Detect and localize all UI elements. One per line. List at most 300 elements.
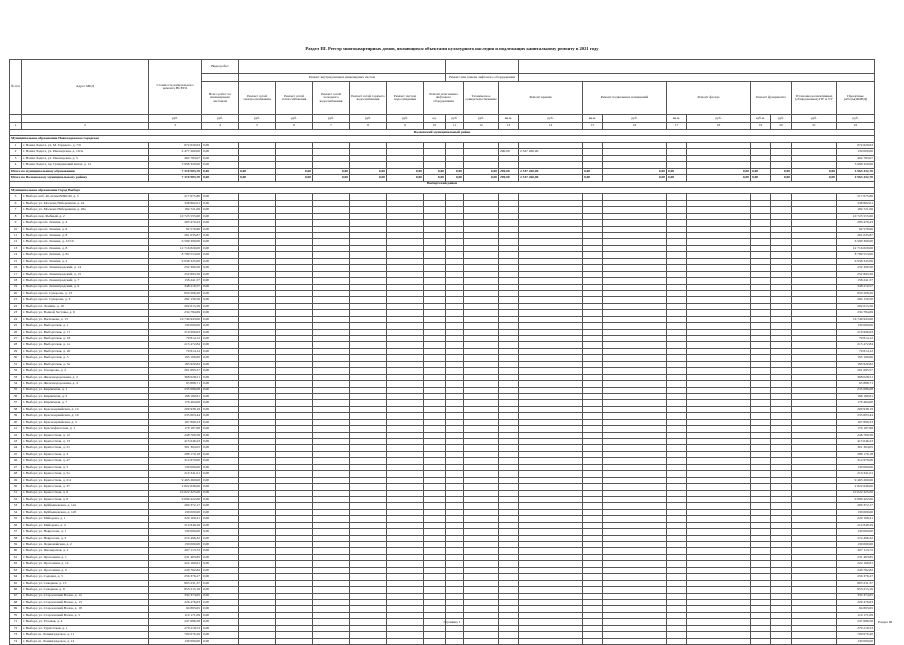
header-c9: Ремонт систем водоотведения: [387, 82, 424, 115]
mkd-register-table: [9, 59, 875, 645]
table-cell: 3 698 320,00: [149, 162, 202, 168]
table-cell: г. Новая Ладога, ул. М. Горького, д. 7/9: [22, 142, 149, 148]
table-cell: 0,00: [751, 175, 771, 181]
table-cell: 274 496,32: [149, 535, 202, 541]
table-cell: 850 208,20: [149, 290, 202, 296]
table-cell: г. Новая Ладога, ул. Пионерская, д. 5: [22, 155, 149, 161]
table-cell: 0,00: [202, 612, 239, 618]
table-cell: г. Выборг, наб. 40-летия ВЛКСМ, д. 5: [22, 194, 149, 200]
table-cell: 214 849,29: [837, 522, 875, 528]
table-cell: 288 170,18: [837, 451, 875, 457]
column-number-cell: 1: [10, 122, 22, 130]
table-cell: 202 615,56: [149, 303, 202, 309]
table-cell: 31: [10, 361, 22, 367]
header-cost: Стоимость капитального ремонта ВСЕГО: [149, 60, 202, 115]
table-cell: 219 996,63: [837, 329, 875, 335]
table-cell: 290,00: [499, 168, 519, 174]
table-cell: 0,00: [202, 258, 239, 264]
table-cell: 0,00: [202, 323, 239, 329]
table-cell: 0,00: [202, 310, 239, 316]
table-cell: 0,00: [792, 175, 837, 181]
table-cell: 270 218,53: [837, 625, 875, 631]
table-cell: г. Выборг, ул. Прогонная, д. 6: [22, 567, 149, 573]
table-cell: г. Выборг, ул. Выборгская, д. 5а: [22, 361, 149, 367]
table-cell: [464, 638, 499, 644]
header-c7: Ремонт сетей холодного водоснабжения: [313, 82, 350, 115]
table-cell: 55: [10, 516, 22, 522]
table-cell: 290,00: [499, 149, 519, 155]
municipality-row-label: Муниципальное образование Город Выборг: [10, 187, 875, 193]
table-cell: г. Выборг, ул. Прогонная, д. 14: [22, 561, 149, 567]
table-cell: 0,00: [667, 175, 687, 181]
table-cell: 248 709,58: [837, 432, 875, 438]
table-cell: 0,00: [583, 175, 603, 181]
table-cell: 235 086,08: [149, 387, 202, 393]
unit-cell: руб.: [519, 115, 583, 123]
table-cell: г. Новая Ладога, ул. Пионерская, д. 10/А: [22, 149, 149, 155]
table-cell: г. Выборг, ул. Выборгская, д. 1а: [22, 342, 149, 348]
table-cell: 0,00: [583, 168, 603, 174]
table-cell: 2 347 260,00: [519, 168, 583, 174]
table-cell: 282 150,56: [837, 297, 875, 303]
table-cell: г. Выборг, ул. Староовский Валок, д. 18: [22, 606, 149, 612]
table-cell: 226 476,63: [837, 599, 875, 605]
table-cell: г. Выборг, ул. Крепостная, д. 12: [22, 432, 149, 438]
table-cell: 63: [10, 567, 22, 573]
table-cell: 217 675,80: [837, 194, 875, 200]
unit-cell: руб.: [350, 115, 387, 123]
unit-cell: кв.м.: [499, 115, 519, 123]
table-cell: г. Выборг, ул. Крепостная, д. 3: [22, 451, 149, 457]
table-row: [10, 638, 875, 644]
table-cell: 4: [10, 162, 22, 168]
header-c15: Ремонт подвальных помещений: [583, 82, 667, 115]
table-cell: 0,00: [202, 393, 239, 399]
table-cell: 130 000,00: [837, 542, 875, 548]
table-cell: 20: [10, 290, 22, 296]
table-cell: 853 215,16: [837, 587, 875, 593]
unit-cell: [22, 115, 149, 123]
table-cell: 0,00: [202, 368, 239, 374]
table-cell: 0,00: [202, 297, 239, 303]
table-cell: 301 304,05: [149, 445, 202, 451]
table-cell: 0,00: [792, 168, 837, 174]
table-cell: 0,00: [202, 554, 239, 560]
table-cell: 0,00: [202, 574, 239, 580]
table-cell: [499, 638, 519, 644]
header-c19: Ремонт фундамента: [751, 82, 792, 115]
table-cell: 0,00: [202, 194, 239, 200]
table-cell: 130 000,00: [837, 638, 875, 644]
table-cell: 215 472,84: [837, 342, 875, 348]
table-cell: 290,00: [499, 175, 519, 181]
header-c8: Ремонт сетей горячего водоснабжения: [350, 82, 387, 115]
table-cell: 195 106,60: [837, 355, 875, 361]
table-cell: г. Выборг, ул. Северная, д. 8: [22, 587, 149, 593]
table-cell: г. Выборг, просп. Суворова, д. 13: [22, 290, 149, 296]
table-cell: 256 376,27: [837, 574, 875, 580]
table-cell: [239, 638, 276, 644]
table-cell: 0,00: [202, 413, 239, 419]
table-cell: г. Выборг, ш. Ленинградское, д. 12: [22, 638, 149, 644]
table-cell: 0,00: [202, 155, 239, 161]
column-number-cell: 17: [667, 122, 687, 130]
header-c21: Установка коллективных (общедомовых) ПУ и УУ: [792, 82, 837, 115]
table-cell: 24: [10, 316, 22, 322]
table-cell: 7 310 983,70: [149, 175, 202, 181]
table-cell: 110 171,09: [837, 612, 875, 618]
column-number-cell: 3: [149, 122, 202, 130]
table-cell: 13: [10, 245, 22, 251]
header-c6: Ремонт сетей теплоснабжения: [276, 82, 313, 115]
table-cell: г. Выборг, пер. Рыбный, д. 2: [22, 213, 149, 219]
table-cell: 79 814,12: [149, 336, 202, 342]
unit-cell: ед.: [424, 115, 446, 123]
table-cell: 0,00: [387, 175, 424, 181]
column-number-cell: 4: [202, 122, 239, 130]
table-cell: 38: [10, 406, 22, 412]
table-cell: 26: [10, 329, 22, 335]
table-cell: 0,00: [202, 496, 239, 502]
table-cell: 130 000,00: [837, 529, 875, 535]
table-cell: 0,00: [202, 535, 239, 541]
unit-cell: руб.: [202, 115, 239, 123]
table-cell: г. Выборг, ул. Выборгская, д. 5: [22, 355, 149, 361]
table-cell: 0,00: [350, 168, 387, 174]
table-cell: 0,00: [446, 175, 464, 181]
table-cell: 314 970,00: [837, 458, 875, 464]
table-cell: 0,00: [202, 175, 239, 181]
table-cell: 0,00: [751, 168, 771, 174]
table-cell: 43: [10, 439, 22, 445]
table-cell: 9 465 260,00: [149, 477, 202, 483]
table-body: [10, 60, 875, 645]
table-cell: 261 035,87: [837, 233, 875, 239]
column-number-row: [10, 122, 875, 130]
table-cell: 36: [10, 393, 22, 399]
table-cell: г. Выборг, ул. Крепостная, д. 37: [22, 484, 149, 490]
table-cell: 0,00: [202, 638, 239, 644]
page-title: Раздел III. Реестр многоквартирных домов, являющихся объектами культурного наследия и подлежащих капитальному ремонту в 2021 году: [305, 46, 599, 51]
table-cell: 39: [10, 413, 22, 419]
table-cell: 0,00: [202, 355, 239, 361]
table-cell: 0,00: [202, 284, 239, 290]
table-cell: 260 372,17: [837, 503, 875, 509]
table-cell: 0,00: [202, 593, 239, 599]
table-cell: 0,00: [202, 336, 239, 342]
table-cell: г. Выборг, ул. Гончарова, д. 2: [22, 368, 149, 374]
table-cell: 850 208,20: [837, 290, 875, 296]
table-cell: 672 620,63: [837, 142, 875, 148]
table-cell: 0,00: [202, 278, 239, 284]
table-cell: 10 725 555,00: [837, 213, 875, 219]
table-cell: г. Выборг, просп. Ленина, д. 8а: [22, 252, 149, 258]
table-cell: 54: [10, 509, 22, 515]
table-cell: 0,00: [202, 458, 239, 464]
table-cell: 0,00: [202, 451, 239, 457]
table-cell: 282 150,56: [149, 297, 202, 303]
unit-cell: руб.: [387, 115, 424, 123]
table-cell: 348 862,01: [837, 200, 875, 206]
column-number-cell: 14: [519, 122, 583, 130]
table-cell: 6 599 399,00: [149, 239, 202, 245]
table-cell: 0,00: [202, 522, 239, 528]
header-c12: Техническое освидетельствование: [464, 82, 499, 115]
table-cell: 220 109,41: [837, 516, 875, 522]
table-cell: 256 376,27: [149, 574, 202, 580]
table-cell: 334 374,65: [837, 593, 875, 599]
table-cell: 235 086,08: [837, 387, 875, 393]
table-cell: 9 465 260,00: [837, 477, 875, 483]
table-cell: 195 106,60: [149, 355, 202, 361]
table-cell: 22: [10, 303, 22, 309]
table-cell: 0,00: [202, 239, 239, 245]
table-cell: 58: [10, 535, 22, 541]
table-cell: 0,00: [387, 168, 424, 174]
table-cell: 283 479,43: [149, 220, 202, 226]
table-cell: 231 463,85: [149, 554, 202, 560]
table-cell: 261 035,87: [149, 233, 202, 239]
table-cell: 0,00: [202, 290, 239, 296]
table-cell: 0,00: [202, 426, 239, 432]
table-cell: 270 218,53: [149, 625, 202, 631]
table-cell: г. Выборг, ул. Выборгская, д. 17: [22, 329, 149, 335]
header-c22: Проектные работы(ФОНД): [837, 82, 875, 115]
table-cell: 184 721,06: [149, 207, 202, 213]
table-cell: 709 670,26: [149, 632, 202, 638]
unit-cell: руб.: [771, 115, 792, 123]
table-cell: 10 725 555,00: [149, 213, 202, 219]
unit-cell: кв.м.: [583, 115, 603, 123]
table-cell: г. Выборг, просп. Ленинградский, д. 15: [22, 271, 149, 277]
table-cell: 368 028,51: [149, 374, 202, 380]
table-cell: 0,00: [202, 303, 239, 309]
table-cell: г. Выборг, просп. Ленина, д. 8: [22, 245, 149, 251]
column-number-cell: 22: [837, 122, 875, 130]
table-cell: 61: [10, 554, 22, 560]
table-cell: 248 709,58: [149, 432, 202, 438]
table-cell: 0,00: [202, 542, 239, 548]
table-cell: 67: [10, 593, 22, 599]
table-cell: 0,00: [202, 207, 239, 213]
table-cell: г. Выборг, просп. Ленина, д. 6: [22, 226, 149, 232]
table-cell: 198 180,81: [837, 393, 875, 399]
table-cell: [313, 638, 350, 644]
table-cell: 46: [10, 458, 22, 464]
table-cell: г. Выборг, просп. Ленина, д. 12/10: [22, 239, 149, 245]
table-cell: 803 231,37: [149, 580, 202, 586]
table-cell: 17: [10, 271, 22, 277]
header-row: [10, 60, 875, 74]
table-cell: 207 113,72: [837, 548, 875, 554]
table-cell: 33: [10, 374, 22, 380]
table-cell: 334 374,65: [149, 593, 202, 599]
table-cell: г. Выборг, ул. Железнодорожная, д. 4: [22, 381, 149, 387]
table-cell: 9 099 422,00: [837, 496, 875, 502]
table-cell: 0,00: [313, 175, 350, 181]
table-cell: 8 789 553,00: [837, 252, 875, 258]
table-cell: 0,00: [202, 619, 239, 625]
column-number-cell: 10: [424, 122, 446, 130]
table-cell: 1: [10, 142, 22, 148]
table-cell: 21: [10, 297, 22, 303]
unit-cell: руб.: [313, 115, 350, 123]
table-cell: 130 000,00: [837, 149, 875, 155]
table-cell: 10: [10, 226, 22, 232]
table-cell: 8: [10, 213, 22, 219]
table-cell: г. Выборг, просп. Ленинградский, д. 14: [22, 265, 149, 271]
table-cell: 0,00: [464, 175, 499, 181]
table-cell: 179 187,68: [837, 426, 875, 432]
table-cell: 0,00: [202, 142, 239, 148]
table-cell: 12 716 820,00: [149, 245, 202, 251]
unit-cell: куб.м.: [751, 115, 771, 123]
table-cell: 283 479,43: [837, 220, 875, 226]
table-cell: 0,00: [202, 149, 239, 155]
table-cell: 240 792,82: [837, 567, 875, 573]
section-mark: Раздел III: [878, 620, 893, 624]
table-cell: 274 496,32: [837, 535, 875, 541]
table-cell: 35: [10, 387, 22, 393]
table-cell: 79 814,12: [149, 348, 202, 354]
table-cell: 72: [10, 625, 22, 631]
table-cell: 415 046,23: [837, 439, 875, 445]
unit-cell: руб.: [837, 115, 875, 123]
table-cell: 0,00: [202, 490, 239, 496]
table-cell: г. Выборг, ул. Староовский Валок, д. 5: [22, 612, 149, 618]
table-cell: 209 938,19: [837, 406, 875, 412]
units-row: [10, 115, 875, 123]
table-cell: 183 920,82: [837, 361, 875, 367]
unit-cell: руб.: [687, 115, 751, 123]
table-cell: 71: [10, 619, 22, 625]
table-cell: 130 000,00: [149, 542, 202, 548]
table-cell: 235 003,44: [149, 413, 202, 419]
table-cell: 0,00: [771, 175, 792, 181]
table-cell: 130 000,00: [837, 464, 875, 470]
table-cell: 0,00: [313, 168, 350, 174]
header-c5: Ремонт сетей электроснабжения: [239, 82, 276, 115]
table-cell: 2 347 260,00: [519, 175, 583, 181]
table-cell: 0,00: [202, 484, 239, 490]
table-cell: г. Выборг, ул. Крепостная, д. 2/4: [22, 477, 149, 483]
table-cell: 0,00: [202, 406, 239, 412]
column-number-cell: 7: [313, 122, 350, 130]
municipality-row-label: Муниципальное образование Новоладожское городское: [10, 136, 875, 142]
table-cell: г. Выборг, ул. Красноармейская, д. 5: [22, 419, 149, 425]
table-cell: г. Выборг, ул. Куйбышевская, д. 12а: [22, 503, 149, 509]
table-cell: г. Выборг, ул. Угловая, д. 4: [22, 619, 149, 625]
table-cell: 53: [10, 503, 22, 509]
table-cell: г. Выборг, ул. Васильева, д. 13: [22, 316, 149, 322]
table-cell: г. Выборг, просп. Ленинградский, д. 7: [22, 278, 149, 284]
unit-cell: руб.: [792, 115, 837, 123]
table-cell: 167 890,23: [149, 419, 202, 425]
table-cell: 247 686,58: [837, 619, 875, 625]
table-cell: 0,00: [202, 445, 239, 451]
table-cell: г. Выборг, ул. Крепостная, д. 13: [22, 439, 149, 445]
table-cell: 368 028,51: [837, 374, 875, 380]
table-cell: 0,00: [202, 342, 239, 348]
table-cell: 65 888,71: [837, 381, 875, 387]
table-cell: 69: [10, 606, 22, 612]
table-cell: 16 749 943,00: [149, 316, 202, 322]
table-cell: г. Выборг, ул. Некрасова, д. 1: [22, 529, 149, 535]
table-cell: [276, 638, 313, 644]
table-cell: 235 003,44: [837, 413, 875, 419]
table-cell: 92 576,90: [149, 226, 202, 232]
table-cell: 79 814,12: [837, 336, 875, 342]
table-cell: 34: [10, 381, 22, 387]
table-cell: г. Выборг, просп. Ленинградский, д. 9: [22, 284, 149, 290]
table-cell: 0,00: [202, 419, 239, 425]
table-cell: 0,00: [603, 168, 667, 174]
table-cell: 9 936 345,00: [837, 258, 875, 264]
column-number-cell: 15: [583, 122, 603, 130]
table-cell: 19: [10, 284, 22, 290]
table-cell: 15: [10, 258, 22, 264]
table-cell: 0,00: [464, 168, 499, 174]
table-cell: г. Выборг, просп. Ленина, д. 2: [22, 258, 149, 264]
table-cell: г. Выборг, ул. Красноармейская, д. 14: [22, 406, 149, 412]
table-cell: 47: [10, 464, 22, 470]
table-cell: 348 210,57: [149, 284, 202, 290]
table-cell: 57: [10, 529, 22, 535]
table-cell: г. Выборг, ул. Крепостная, д. 6: [22, 490, 149, 496]
table-cell: 0,00: [202, 162, 239, 168]
unit-cell: руб.: [239, 115, 276, 123]
table-cell: 0,00: [202, 387, 239, 393]
table-cell: 2 477 260,00: [149, 149, 202, 155]
column-number-cell: 8: [350, 122, 387, 130]
table-cell: 0,00: [202, 548, 239, 554]
table-cell: 60: [10, 548, 22, 554]
table-cell: 202 615,56: [837, 303, 875, 309]
page-footer: Страница 1: [443, 620, 461, 624]
table-cell: 12: [10, 239, 22, 245]
table-cell: Итого по муниципальному образованию: [10, 168, 149, 174]
table-cell: 0,00: [202, 233, 239, 239]
table-cell: 4 963 432,70: [837, 175, 875, 181]
table-cell: 219 996,63: [149, 329, 202, 335]
table-cell: г. Выборг, ул. Садовая, д. 5: [22, 574, 149, 580]
table-cell: 8 789 553,00: [149, 252, 202, 258]
table-cell: 70: [10, 612, 22, 618]
unit-cell: кв.м.: [667, 115, 687, 123]
table-cell: 0,00: [276, 168, 313, 174]
table-cell: 50: [10, 484, 22, 490]
table-cell: 79 814,12: [837, 348, 875, 354]
table-cell: 2 822 646,00: [837, 484, 875, 490]
column-number-cell: 20: [771, 122, 792, 130]
table-cell: 3 698 320,00: [837, 162, 875, 168]
unit-cell: руб.: [446, 115, 464, 123]
table-cell: г. Выборг, ул. Выборгская, д. 1: [22, 323, 149, 329]
table-cell: 130 000,00: [149, 464, 202, 470]
table-cell: 176 464,00: [837, 400, 875, 406]
table-cell: 0,00: [202, 265, 239, 271]
table-cell: 56: [10, 522, 22, 528]
table-cell: 65 888,71: [149, 381, 202, 387]
table-cell: г. Выборг, ул. Крепостная, д. 21: [22, 445, 149, 451]
table-cell: 184 721,06: [837, 207, 875, 213]
table-cell: 0,00: [239, 175, 276, 181]
table-cell: 0,00: [239, 168, 276, 174]
table-cell: Итого по Волховскому муниципальному району: [10, 175, 149, 181]
table-cell: 73: [10, 632, 22, 638]
column-number-cell: 11: [446, 122, 464, 130]
table-cell: 0,00: [202, 477, 239, 483]
